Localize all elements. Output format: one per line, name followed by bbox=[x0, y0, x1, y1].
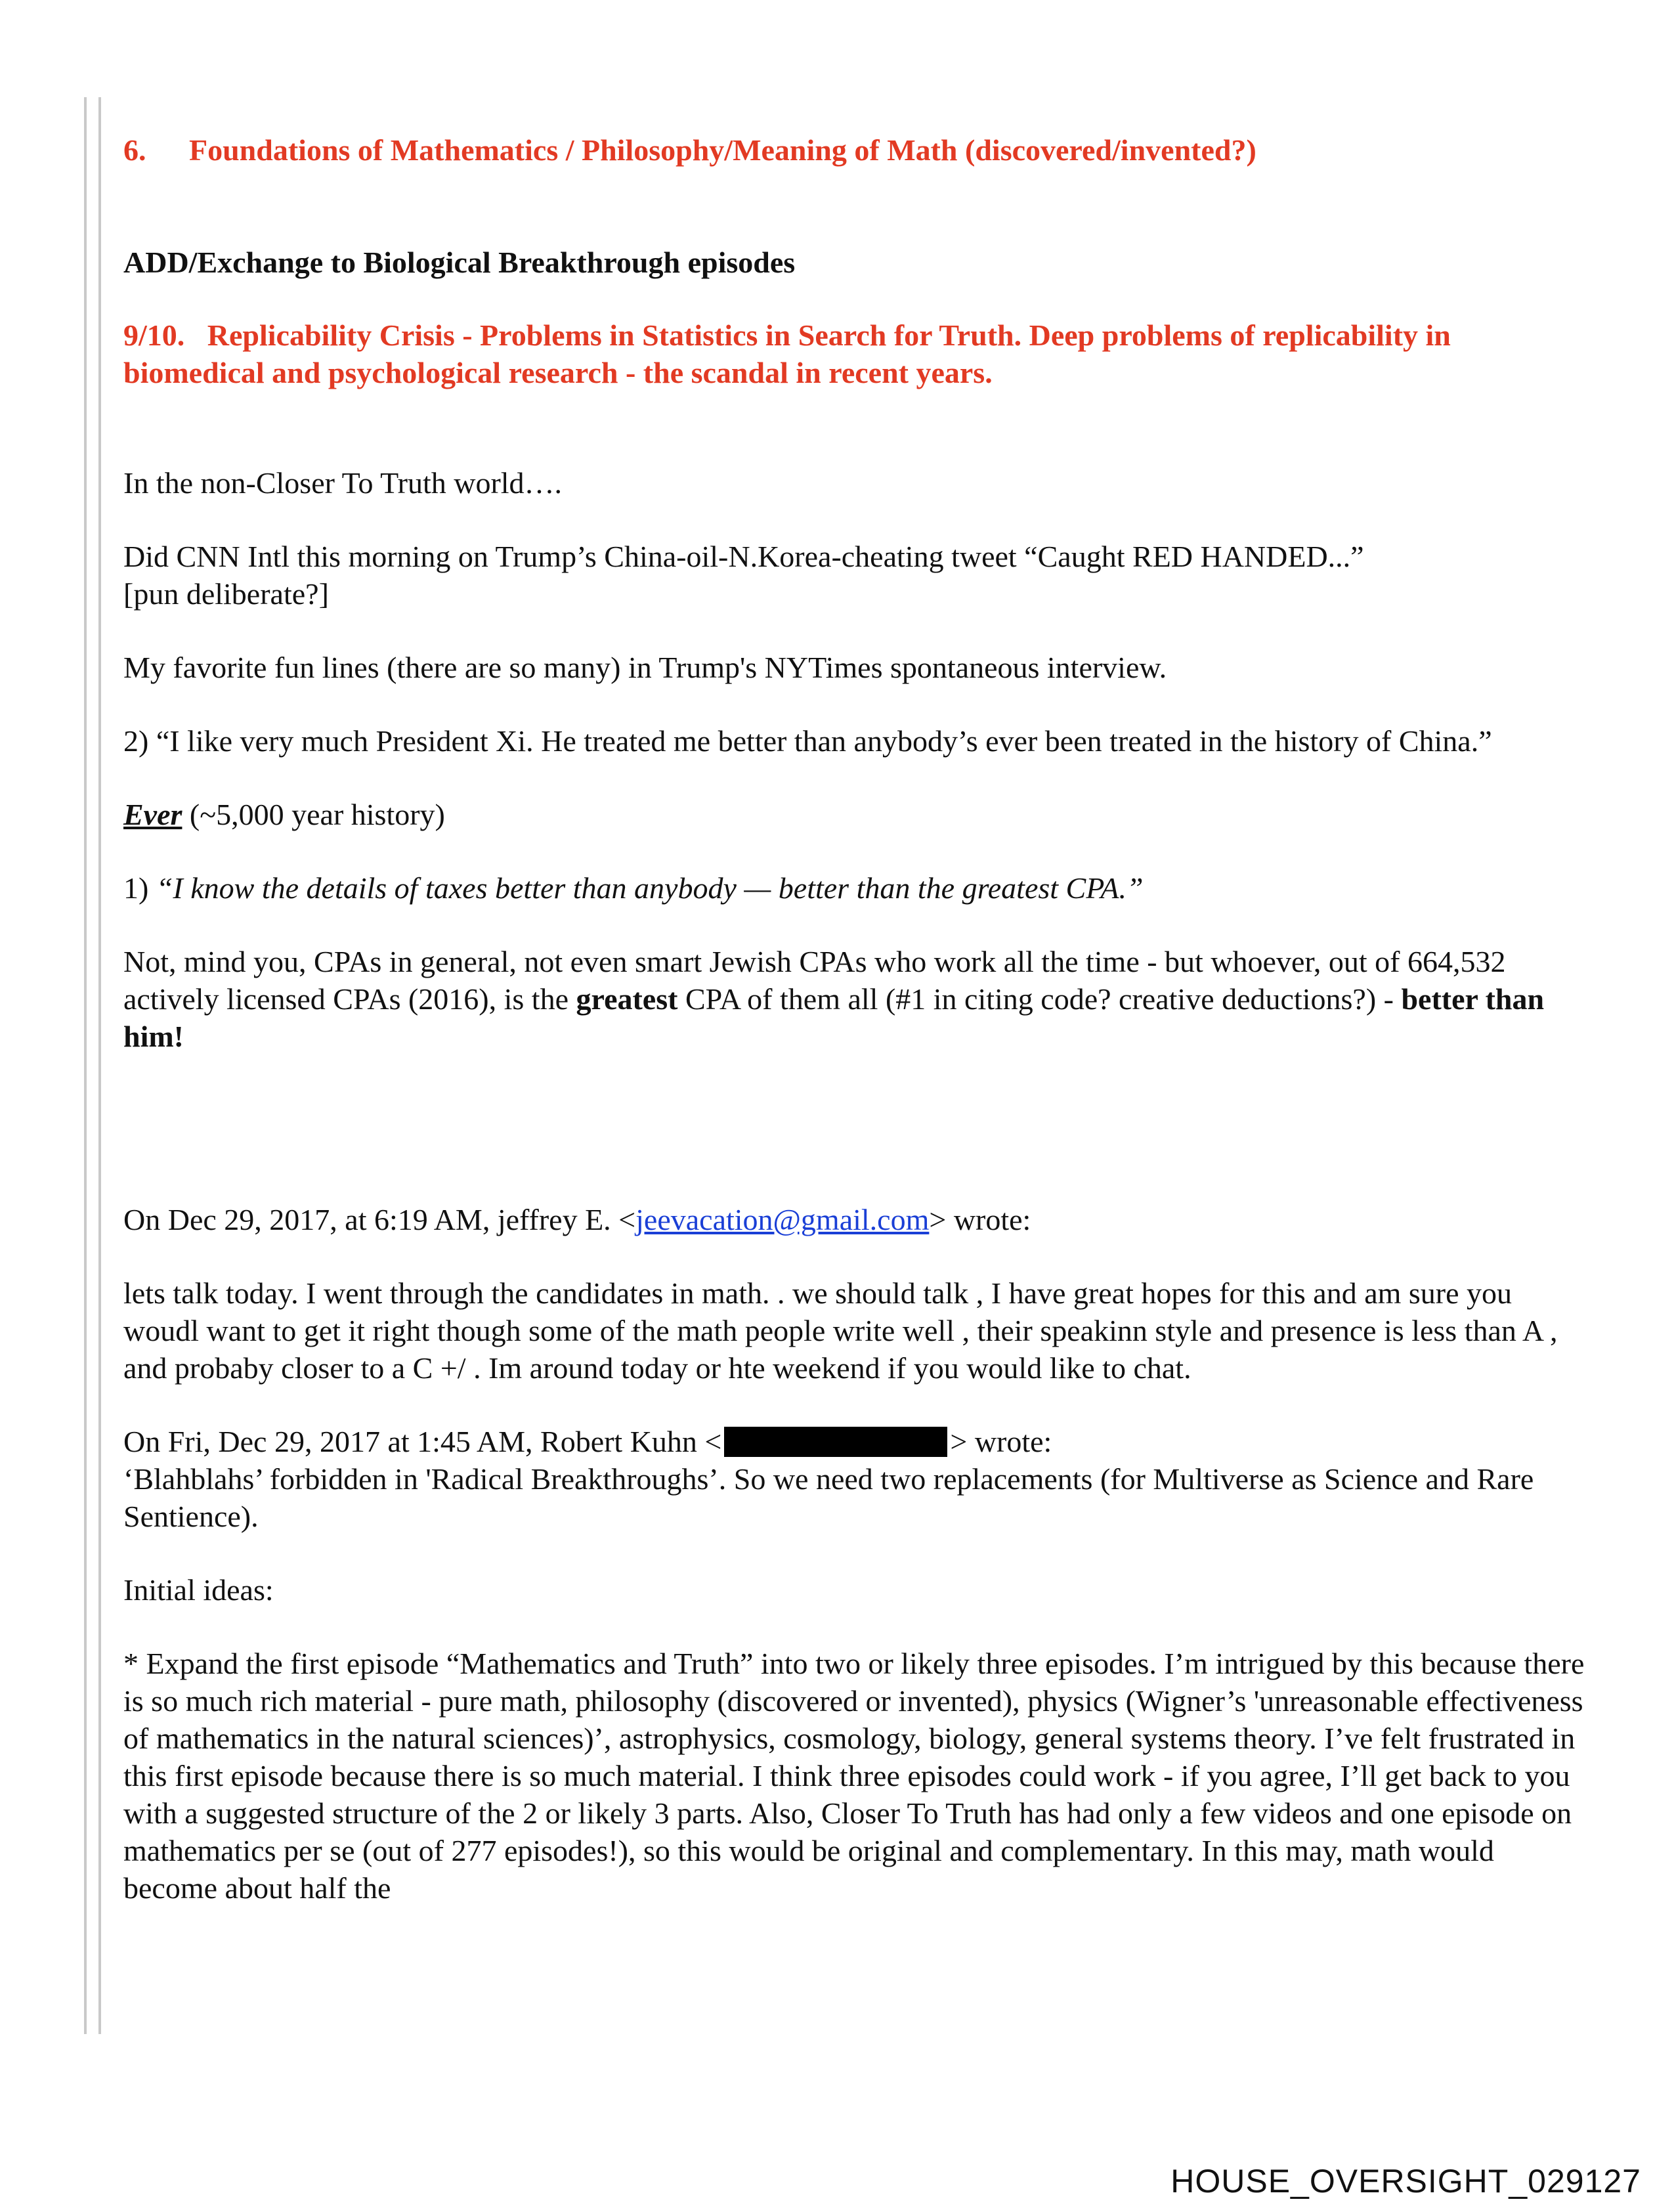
jeffrey-email-link[interactable]: jeevacation@gmail.com bbox=[635, 1203, 930, 1236]
favorite-lines: My favorite fun lines (there are so many) in Trump's NYTimes spontaneous interview. bbox=[123, 651, 1167, 684]
cpa-greatest: greatest bbox=[576, 982, 678, 1016]
cnn-line-2: [pun deliberate?] bbox=[123, 577, 329, 611]
reply-header-jeffrey bbox=[123, 1201, 1587, 1238]
initial-ideas: Initial ideas: bbox=[123, 1573, 274, 1607]
quote-1 bbox=[123, 869, 1587, 907]
kuhn-line-1: ‘Blahblahs’ forbidden in 'Radical Breakthroughs’. So we need two replacements (for Multiverse as Science and Rare Sentience). bbox=[123, 1462, 1534, 1533]
document-id-footer: HOUSE_OVERSIGHT_029127 bbox=[1170, 2163, 1641, 2200]
quote-bar-outer bbox=[84, 97, 87, 2034]
ever-word: Ever bbox=[123, 798, 182, 831]
reply-header-prefix: On Dec 29, 2017, at 6:19 AM, jeffrey E. < bbox=[123, 1203, 636, 1236]
ever-rest: (~5,000 year history) bbox=[182, 798, 445, 831]
intro-line: In the non-Closer To Truth world…. bbox=[123, 466, 563, 500]
reply-header-kuhn bbox=[123, 1423, 1587, 1460]
quote-bar-inner bbox=[98, 97, 101, 2034]
section-6-title: Foundations of Mathematics / Philosophy/Meaning of Math (discovered/invented?) bbox=[189, 133, 1256, 167]
ever-line bbox=[123, 796, 1587, 833]
kuhn-header-prefix: On Fri, Dec 29, 2017 at 1:45 AM, Robert Kuhn < bbox=[123, 1425, 722, 1458]
section-910-title: Replicability Crisis - Problems in Statistics in Search for Truth. Deep problems of replicability in biomedical and psychological research - the scandal in recent years. bbox=[123, 318, 1451, 389]
cnn-line: Did CNN Intl this morning on Trump’s China-oil-N.Korea-cheating tweet “Caught RED HANDED...” bbox=[123, 540, 1364, 573]
quote-2: 2) “I like very much President Xi. He treated me better than anybody’s ever been treated in the history of China.” bbox=[123, 724, 1492, 758]
reply-header-suffix: > wrote: bbox=[929, 1203, 1031, 1236]
cpa-better-than-him: better than him! bbox=[123, 982, 1545, 1053]
email-body bbox=[123, 131, 1587, 1907]
add-exchange-heading: ADD/Exchange to Biological Breakthrough episodes bbox=[123, 246, 796, 279]
section-6-heading bbox=[123, 131, 1587, 169]
section-6-number: 6. bbox=[123, 133, 146, 167]
cpa-part-1: Not, mind you, CPAs in general, not even smart Jewish CPAs who work all the time - but whoever, out of 664,532 actively licensed CPAs (2016), is the bbox=[123, 945, 1506, 1016]
section-910-heading bbox=[123, 316, 1587, 391]
expand-paragraph: * Expand the first episode “Mathematics and Truth” into two or likely three episodes. I’m intrigued by this because there is so much rich material - pure math, philosophy (discovered or invented), physics (Wigner’s 'unreasonable effectiveness of mathematics in the natural sciences)’, astrophysics, cosmology, biology, general systems theory. I’ve felt frustrated in this first episode because there is so much material. I think three episodes could work - if you agree, I’ll get back to you with a suggested structure of the 2 or likely 3 parts. Also, Closer To Truth has had only a few videos and one episode on mathematics per se (out of 277 episodes!), so this would be original and complementary. In this may, math would become about half the bbox=[123, 1647, 1585, 1905]
kuhn-header-suffix: > wrote: bbox=[950, 1425, 1052, 1458]
quote-1-number: 1) bbox=[123, 871, 156, 905]
cpa-part-2: CPA of them all (#1 in citing code? creative deductions?) - bbox=[677, 982, 1402, 1016]
quote-1-text: “I know the details of taxes better than anybody — better than the greatest CPA.” bbox=[156, 871, 1144, 905]
cpa-paragraph bbox=[123, 943, 1587, 1055]
jeffrey-message: lets talk today. I went through the candidates in math. . we should talk , I have great hopes for this and am sure you woudl want to get it right though some of the math people write well , their speakinn style and presence is less than A , and probaby closer to a C +/ . Im around today or hte weekend if you would like to chat. bbox=[123, 1276, 1558, 1385]
section-910-number: 9/10. bbox=[123, 318, 185, 352]
redaction-box bbox=[724, 1427, 947, 1457]
